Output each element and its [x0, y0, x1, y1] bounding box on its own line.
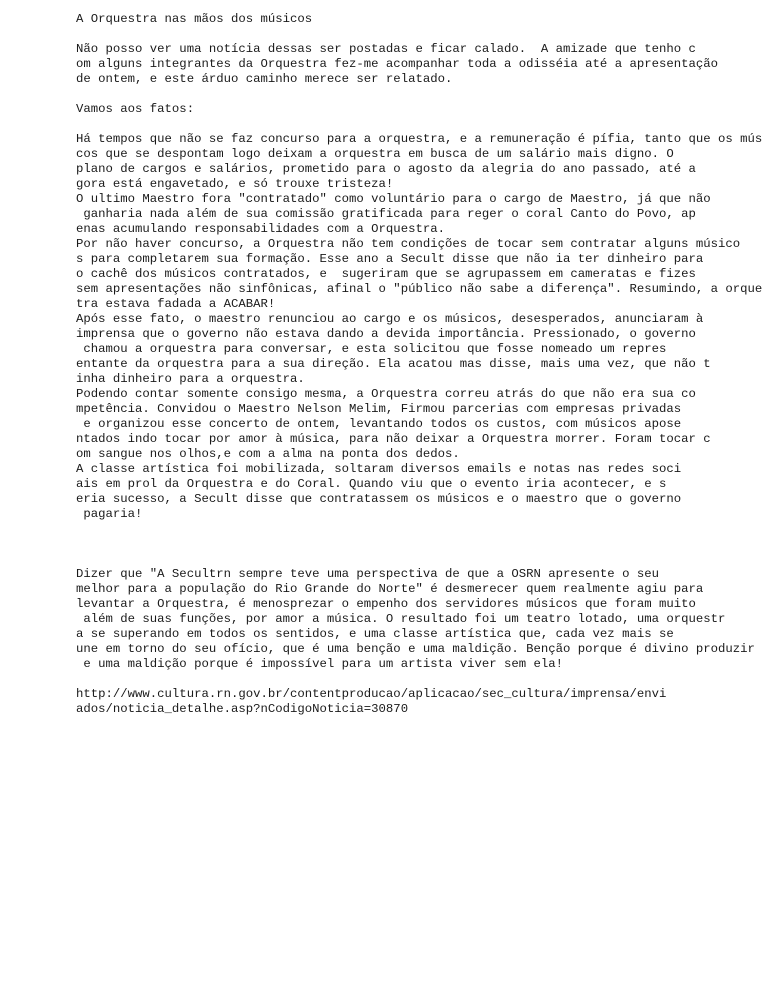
text-line: une em torno do seu ofício, que é uma benção e uma maldição. Benção porque é divino produzir [76, 642, 755, 656]
text-line: ais em prol da Orquestra e do Coral. Quando viu que o evento iria acontecer, e s [76, 477, 667, 491]
text-line: om sangue nos olhos,e com a alma na ponta dos dedos. [76, 447, 460, 461]
text-line: melhor para a população do Rio Grande do Norte" é desmerecer quem realmente agiu para [76, 582, 704, 596]
spacer [76, 117, 768, 132]
text-line: de ontem, e este árduo caminho merece ser relatado. [76, 72, 453, 86]
spacer [76, 672, 768, 687]
text-line: mpetência. Convidou o Maestro Nelson Melim, Firmou parcerias com empresas privadas [76, 402, 682, 416]
text-line: e uma maldição porque é impossível para um artista viver sem ela! [76, 657, 564, 671]
text-line: o cachê dos músicos contratados, e sugeriram que se agrupassem em cameratas e fizes [76, 267, 696, 281]
text-line: tra estava fadada a ACABAR! [76, 297, 276, 311]
text-line: eria sucesso, a Secult disse que contratassem os músicos e o maestro que o governo [76, 492, 682, 506]
text-line: entante da orquestra para a sua direção. Ela acatou mas disse, mais uma vez, que não t [76, 357, 711, 371]
text-line: pagaria! [76, 507, 143, 521]
source-url [76, 687, 768, 717]
spacer [76, 522, 768, 567]
text-line: s para completarem sua formação. Esse ano a Secult disse que não ia ter dinheiro para [76, 252, 704, 266]
text-line: Por não haver concurso, a Orquestra não tem condições de tocar sem contratar alguns músico [76, 237, 741, 251]
text-line: Podendo contar somente consigo mesma, a Orquestra correu atrás do que não era sua co [76, 387, 696, 401]
text-line: levantar a Orquestra, é menosprezar o empenho dos servidores músicos que foram muito [76, 597, 696, 611]
text-line: ados/noticia_detalhe.asp?nCodigoNoticia=30870 [76, 702, 409, 716]
text-line: além de suas funções, por amor a música. O resultado foi um teatro lotado, uma orquestr [76, 612, 726, 626]
text-line: e organizou esse concerto de ontem, levantando todos os custos, com músicos apose [76, 417, 682, 431]
document-title: A Orquestra nas mãos dos músicos [76, 12, 313, 26]
text-line: Dizer que "A Secultrn sempre teve uma perspectiva de que a OSRN apresente o seu [76, 567, 659, 581]
text-line: plano de cargos e salários, prometido para o agosto da alegria do ano passado, até a [76, 162, 696, 176]
intro-paragraph [76, 42, 768, 87]
text-line: gora está engavetado, e só trouxe tristeza! [76, 177, 394, 191]
text-line: Não posso ver uma notícia dessas ser postadas e ficar calado. A amizade que tenho c [76, 42, 696, 56]
spacer [76, 27, 768, 42]
text-line: a se superando em todos os sentidos, e uma classe artística que, cada vez mais se [76, 627, 674, 641]
text-line: Após esse fato, o maestro renunciou ao cargo e os músicos, desesperados, anunciaram à [76, 312, 704, 326]
text-line: Há tempos que não se faz concurso para a orquestra, e a remuneração é pífia, tanto que os mús [76, 132, 763, 146]
text-line: enas acumulando responsabilidades com a Orquestra. [76, 222, 445, 236]
text-line: cos que se despontam logo deixam a orquestra em busca de um salário mais digno. O [76, 147, 674, 161]
text-line: sem apresentações não sinfônicas, afinal o "público não sabe a diferença". Resumindo, a orque [76, 282, 763, 296]
text-line: A classe artística foi mobilizada, soltaram diversos emails e notas nas redes soci [76, 462, 682, 476]
text-line: imprensa que o governo não estava dando a devida importância. Pressionado, o governo [76, 327, 696, 341]
text-line: ntados indo tocar por amor à música, para não deixar a Orquestra morrer. Foram tocar c [76, 432, 711, 446]
document-body [76, 12, 768, 717]
text-line: ganharia nada além de sua comissão gratificada para reger o coral Canto do Povo, ap [76, 207, 696, 221]
text-line: inha dinheiro para a orquestra. [76, 372, 305, 386]
facts-heading: Vamos aos fatos: [76, 102, 195, 116]
text-line: om alguns integrantes da Orquestra fez-me acompanhar toda a odisséia até a apresentação [76, 57, 719, 71]
text-line: O ultimo Maestro fora "contratado" como voluntário para o cargo de Maestro, já que não [76, 192, 711, 206]
facts-paragraph [76, 132, 768, 522]
spacer [76, 87, 768, 102]
conclusion-paragraph [76, 567, 768, 672]
text-line: http://www.cultura.rn.gov.br/contentproducao/aplicacao/sec_cultura/imprensa/envi [76, 687, 667, 701]
text-line: chamou a orquestra para conversar, e esta solicitou que fosse nomeado um repres [76, 342, 667, 356]
